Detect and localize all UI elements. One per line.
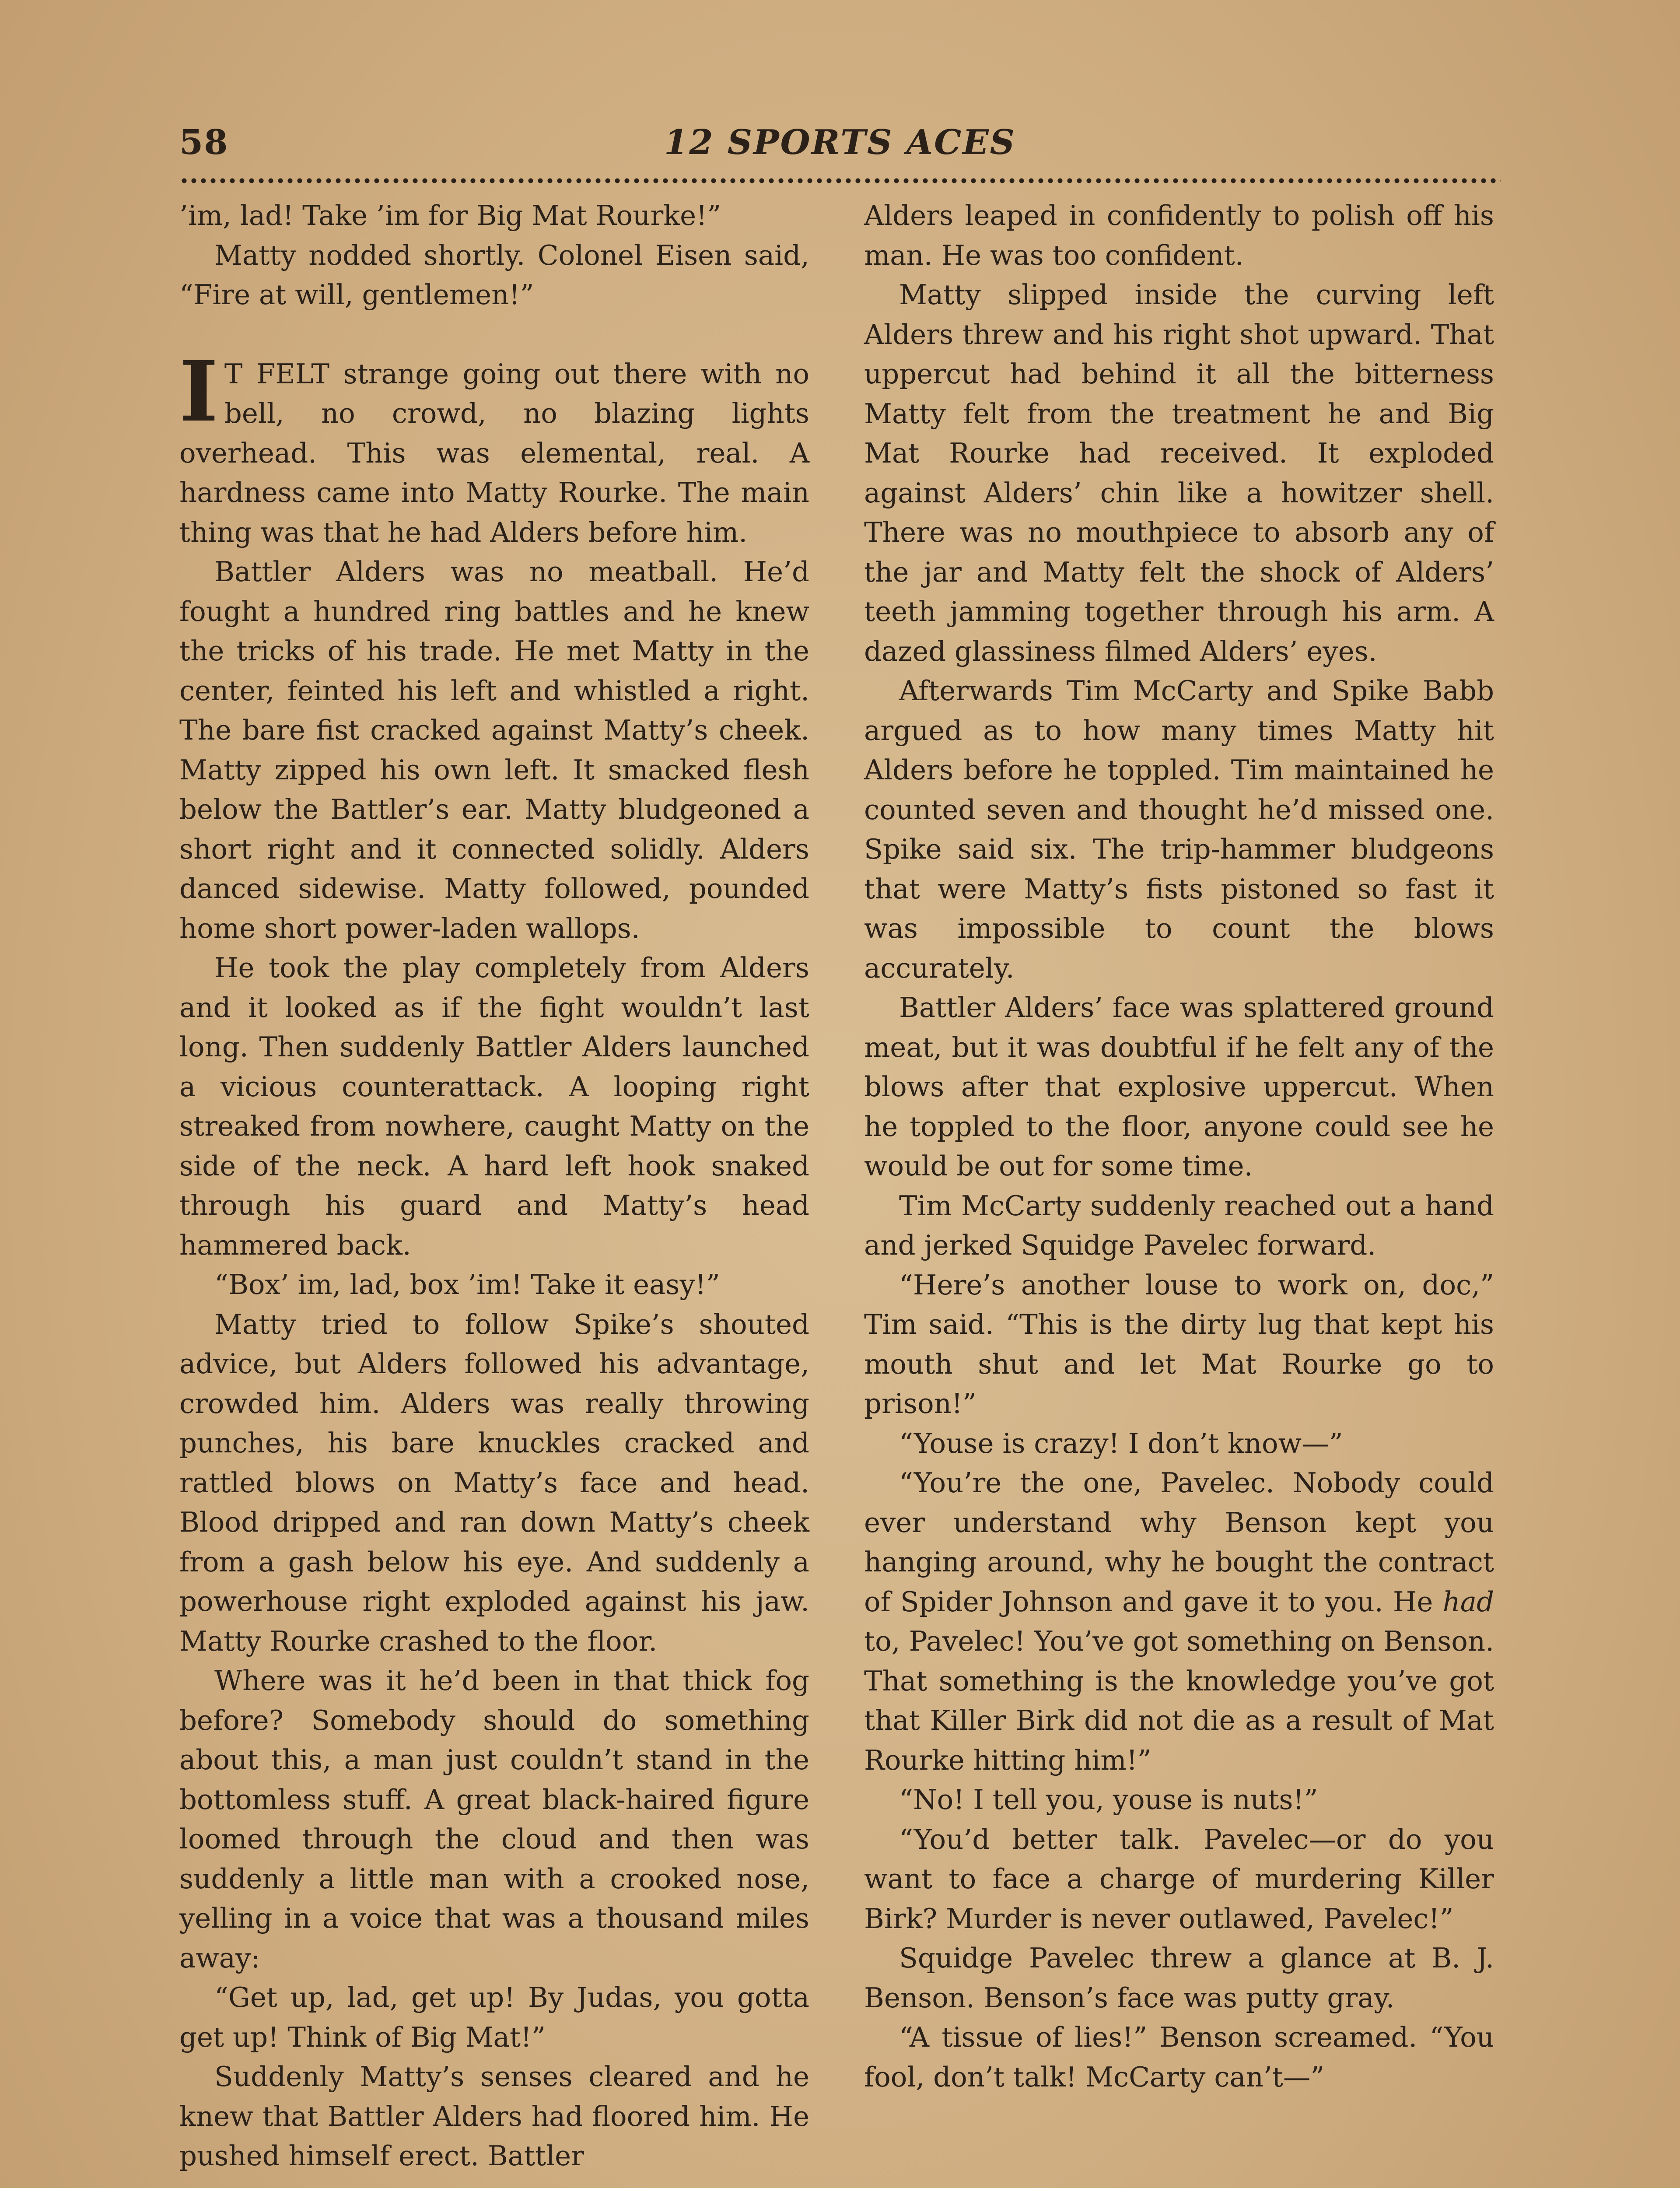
dotted-rule bbox=[179, 175, 1501, 186]
page-number: 58 bbox=[179, 123, 229, 162]
paragraph-text: “You’re the one, Pavelec. Nobody could ever understand why Benson kept you hanging around, why he bought the contract of Spider Johnson and gave it to you. He bbox=[864, 1467, 1494, 1618]
paragraph: “A tissue of lies!” Benson screamed. “You fool, don’t talk! McCarty can’t—” bbox=[864, 2021, 1494, 2093]
paragraph: Squidge Pavelec threw a glance at B. J. Benson. Benson’s face was putty gray. bbox=[864, 1942, 1494, 2014]
paragraph: Alders leaped in confidently to polish off his man. He was too confident. bbox=[864, 200, 1494, 271]
paragraph: Matty slipped inside the curving left Alders threw and his right shot upward. That uppercut had behind it all the bitterness Matty felt from the treatment he and Big Mat Rourke had received. It exploded against Alders’ chin like a howitzer shell. There was no mouthpiece to absorb any of the jar and Matty felt the shock of Alders’ teeth jamming together through his arm. A dazed glassiness filmed Alders’ eyes. bbox=[864, 279, 1494, 667]
drop-cap: I bbox=[179, 342, 218, 440]
paragraph: He took the play completely from Alders and it looked as if the fight wouldn’t last long. Then suddenly Battler Alders launched a vicious counterattack. A looping right streaked from nowhere, caught Matty on the side of the neck. A hard left hook snaked through his guard and Matty’s head hammered back. bbox=[179, 952, 809, 1261]
page-header bbox=[179, 123, 1501, 175]
running-title: 12 SPORTS ACES bbox=[664, 123, 1016, 162]
paragraph: “No! I tell you, youse is nuts!” bbox=[899, 1784, 1318, 1816]
paragraph: “Here’s another louse to work on, doc,” Tim said. “This is the dirty lug that kept his mouth shut and let Mat Rourke go to prison!” bbox=[864, 1269, 1494, 1420]
paragraph: Matty nodded shortly. Colonel Eisen said, “Fire at will, gentlemen!” bbox=[179, 239, 809, 311]
paragraph-text: to, Pavelec! You’ve got something on Benson. That something is the knowledge you’ve got that Killer Birk did not die as a result of Mat Rourke hitting him!” bbox=[864, 1625, 1494, 1776]
paragraph: “Get up, lad, get up! By Judas, you gotta get up! Think of Big Mat!” bbox=[179, 1981, 809, 2053]
paragraph: “Youse is crazy! I don’t know—” bbox=[899, 1427, 1343, 1459]
paragraph: Matty tried to follow Spike’s shouted advice, but Alders followed his advantage, crowded him. Alders was really throwing punches, his bare knuckles cracked and rattled blows on Matty’s face and head. Blood dripped and ran down Matty’s cheek from a gash below his eye. And suddenly a powerhouse right exploded against his jaw. Matty Rourke crashed to the floor. bbox=[179, 1308, 809, 1657]
paragraph: ’im, lad! Take ’im for Big Mat Rourke!” bbox=[179, 200, 721, 231]
emphasis: had bbox=[1442, 1585, 1494, 1618]
paragraph: Battler Alders’ face was splattered ground meat, but it was doubtful if he felt any of the blows after that explosive uppercut. When he toppled to the floor, anyone could see he would be out for some time. bbox=[864, 992, 1494, 1182]
paragraph: Battler Alders was no meatball. He’d fought a hundred ring battles and he knew the tricks of his trade. He met Matty in the center, feinted his left and whistled a right. The bare fist cracked against Matty’s cheek. Matty zipped his own left. It smacked flesh below the Battler’s ear. Matty bludgeoned a short right and it connected solidly. Alders danced sidewise. Matty followed, pounded home short power-laden wallops. bbox=[179, 556, 809, 944]
right-column bbox=[864, 196, 1494, 2097]
left-column bbox=[179, 196, 809, 2176]
paragraph-dropcap bbox=[179, 342, 809, 553]
paragraph: “You’d better talk. Pavelec—or do you want to face a charge of murdering Killer Birk? Murder is never outlawed, Pavelec!” bbox=[864, 1823, 1494, 1935]
paragraph-text: T FELT strange going out there with no bell, no crowd, no blazing lights overhead. This was elemental, real. A hardness came into Matty Rourke. The main thing was that he had Alders before him. bbox=[179, 358, 809, 548]
paragraph: Afterwards Tim McCarty and Spike Babb argued as to how many times Matty hit Alders before he toppled. Tim maintained he counted seven and thought he’d missed one. Spike said six. The trip-hammer bludgeons that were Matty’s fists pistoned so fast it was impossible to count the blows accurately. bbox=[864, 675, 1494, 984]
paragraph bbox=[864, 1463, 1494, 1780]
paragraph: “Box’ im, lad, box ’im! Take it easy!” bbox=[214, 1269, 720, 1301]
paragraph: Suddenly Matty’s senses cleared and he knew that Battler Alders had floored him. He pushed himself erect. Battler bbox=[179, 2061, 809, 2172]
paragraph: Where was it he’d been in that thick fog before? Somebody should do something about this, a man just couldn’t stand in the bottomless stuff. A great black-haired figure loomed through the cloud and then was suddenly a little man with a crooked nose, yelling in a voice that was a thousand miles away: bbox=[179, 1665, 809, 1974]
paragraph: Tim McCarty suddenly reached out a hand and jerked Squidge Pavelec forward. bbox=[864, 1189, 1494, 1261]
